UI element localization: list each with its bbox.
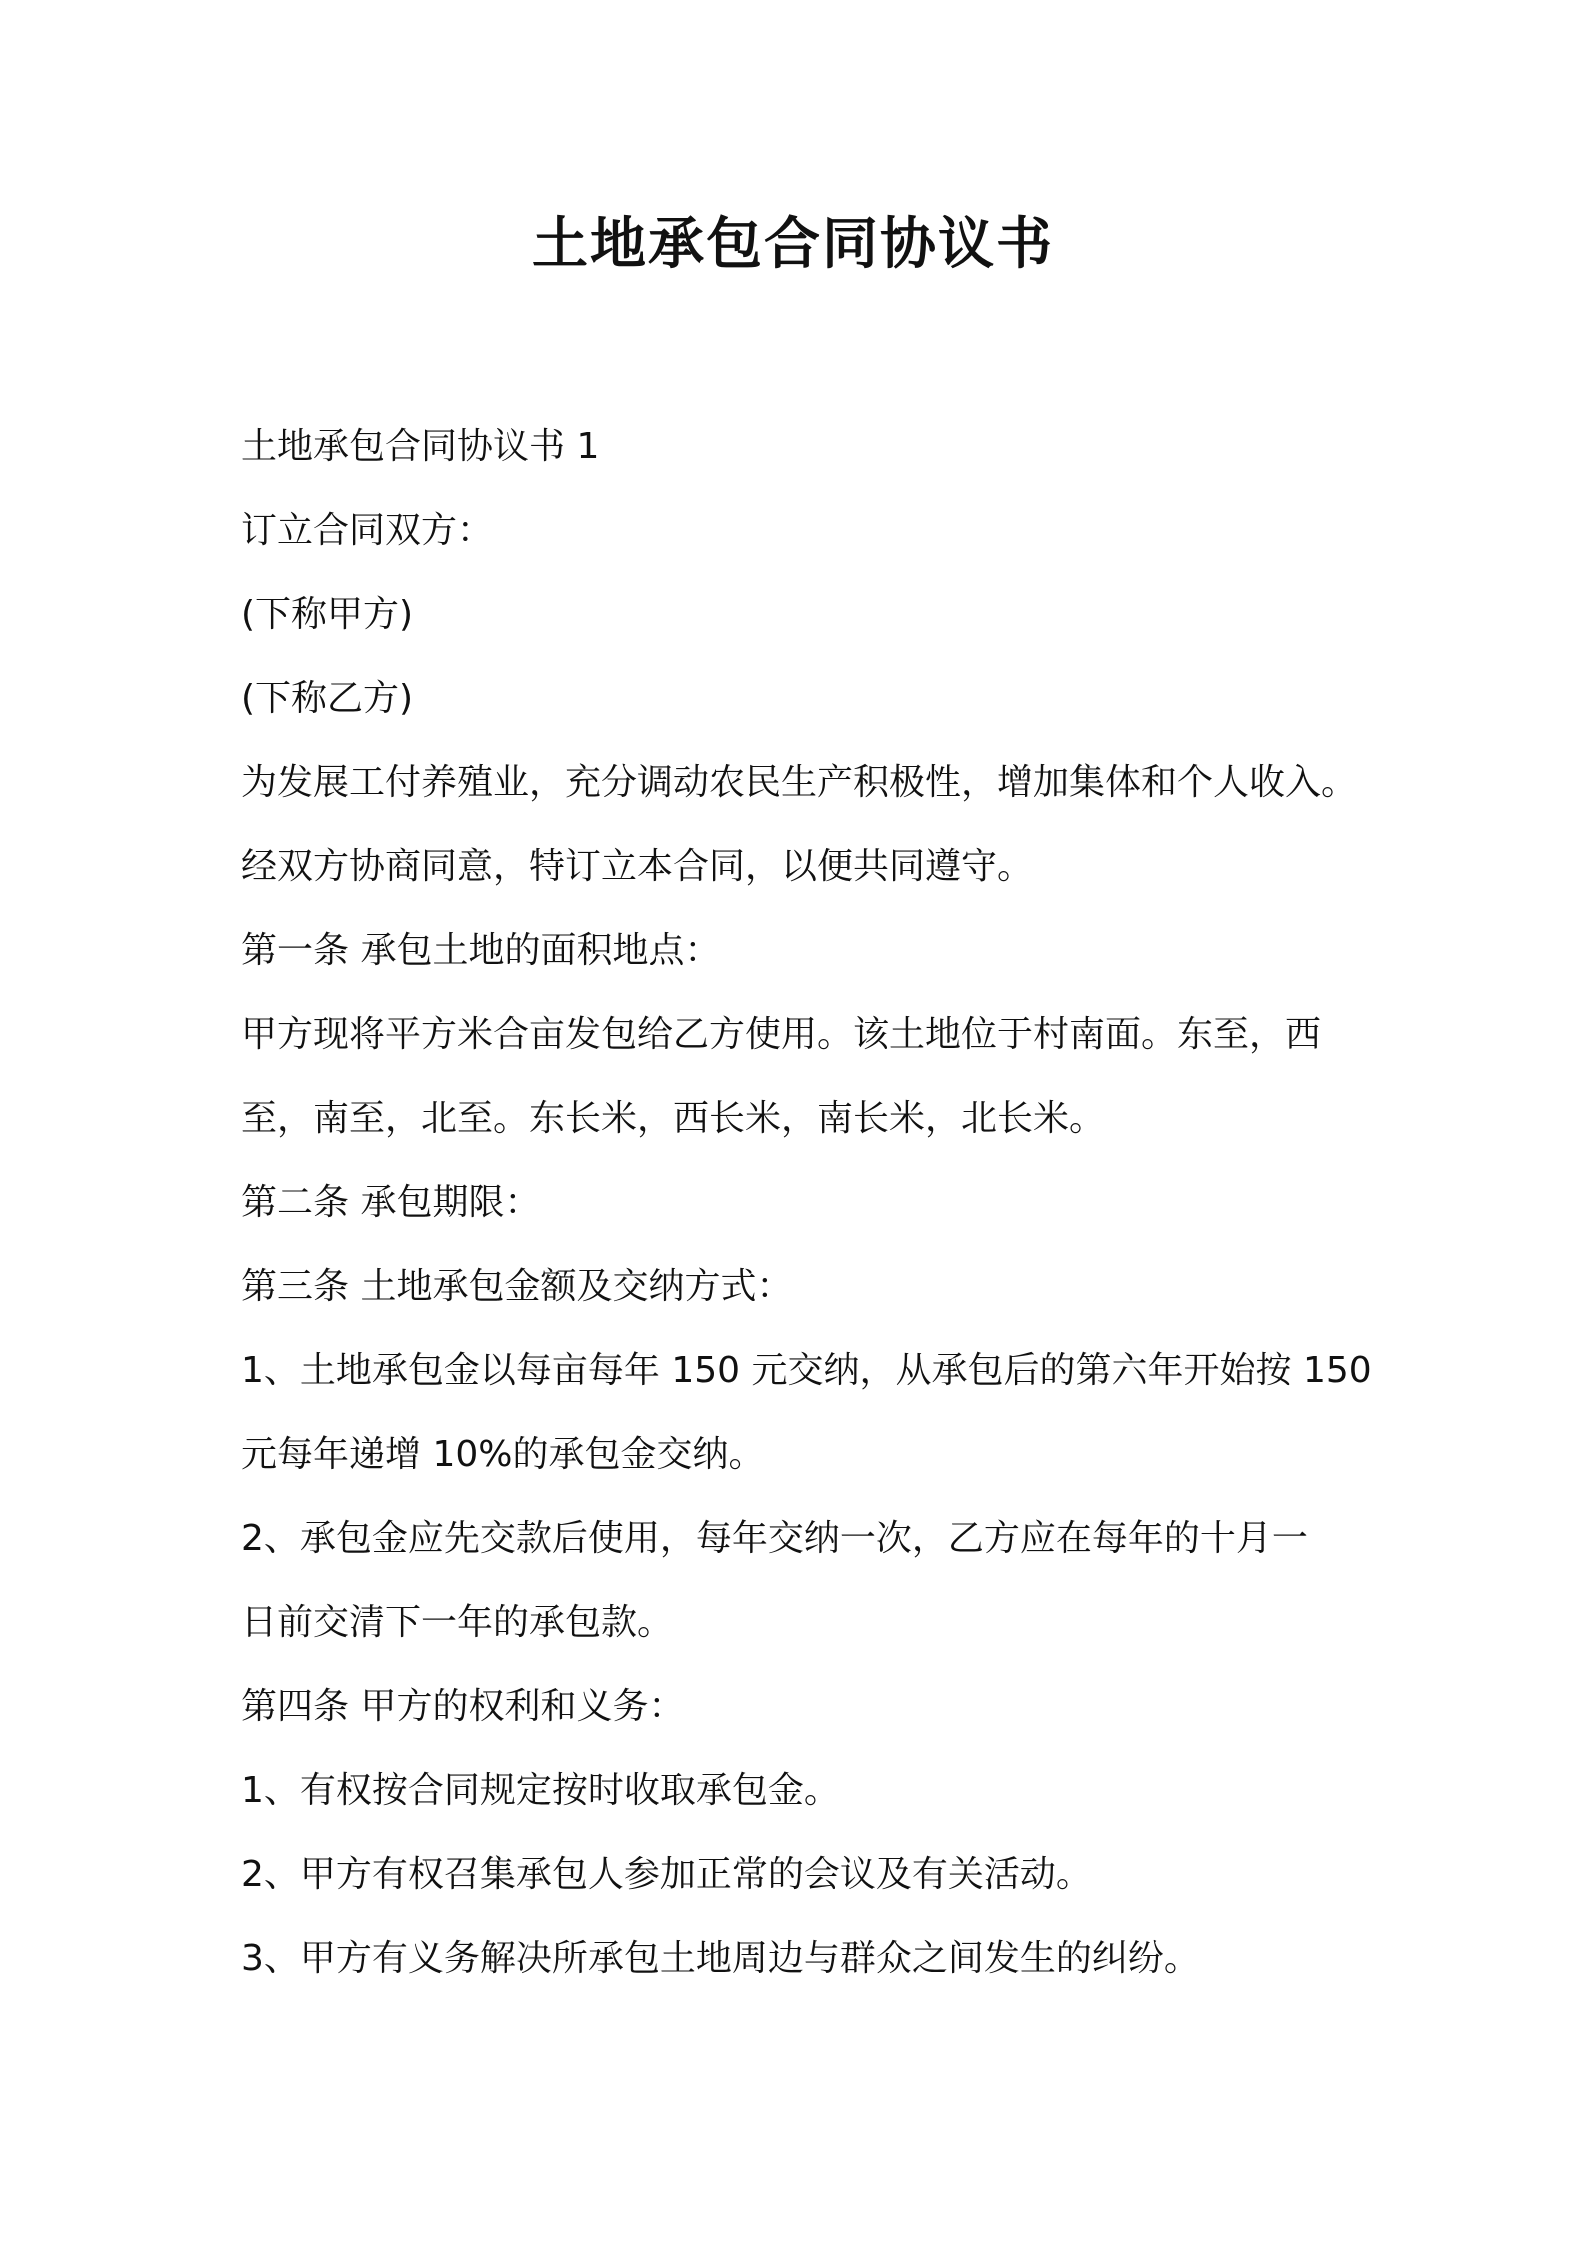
- body-line: (下称甲方): [241, 594, 414, 635]
- body-line: 2、甲方有权召集承包人参加正常的会议及有关活动。: [241, 1854, 1092, 1895]
- body-line: 1、有权按合同规定按时收取承包金。: [241, 1770, 840, 1811]
- body-line: 1、土地承包金以每亩每年 150 元交纳，从承包后的第六年开始按 150: [241, 1350, 1372, 1391]
- body-line: 3、甲方有义务解决所承包土地周边与群众之间发生的纠纷。: [241, 1938, 1200, 1979]
- body-line: 2、承包金应先交款后使用，每年交纳一次，乙方应在每年的十月一: [241, 1518, 1308, 1559]
- body-line: 日前交清下一年的承包款。: [241, 1602, 674, 1643]
- article-heading: 第四条 甲方的权利和义务：: [241, 1686, 685, 1727]
- article-heading: 第二条 承包期限：: [241, 1182, 541, 1223]
- body-line: 甲方现将平方米合亩发包给乙方使用。该土地位于村南面。东至，西: [241, 1014, 1322, 1055]
- document-title: 土地承包合同协议书: [532, 212, 1054, 277]
- body-line: 土地承包合同协议书 1: [241, 426, 600, 467]
- body-line: 至，南至，北至。东长米，西长米，南长米，北长米。: [241, 1098, 1106, 1139]
- body-line: 经双方协商同意，特订立本合同，以便共同遵守。: [241, 846, 1034, 887]
- article-heading: 第三条 土地承包金额及交纳方式：: [241, 1266, 793, 1307]
- body-line: 元每年递增 10%的承包金交纳。: [241, 1434, 765, 1475]
- body-line: 为发展工付养殖业，充分调动农民生产积极性，增加集体和个人收入。: [241, 762, 1358, 803]
- document-body: [241, 405, 1372, 2001]
- article-heading: 第一条 承包土地的面积地点：: [241, 930, 721, 971]
- body-line: 订立合同双方：: [241, 510, 494, 551]
- body-line: (下称乙方): [241, 678, 414, 719]
